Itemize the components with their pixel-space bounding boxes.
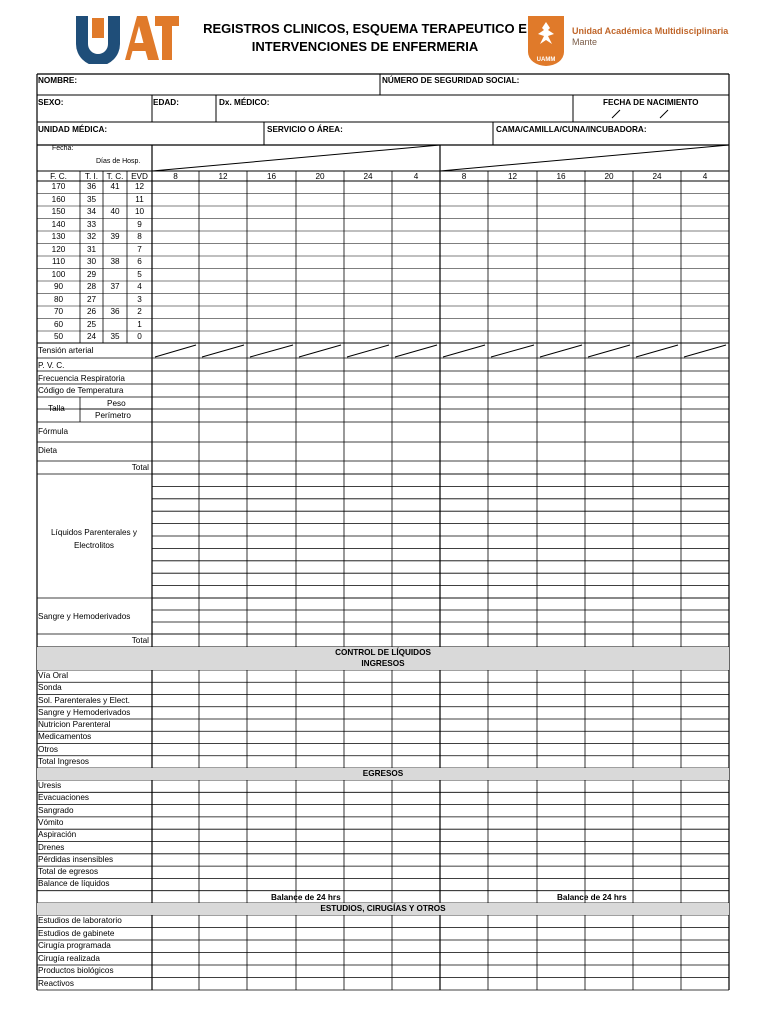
ingresos-row-label: Total Ingresos — [38, 756, 89, 766]
dx-label: Dx. MÉDICO: — [219, 98, 270, 107]
cama-label: CAMA/CAMILLA/CUNA/INCUBADORA: — [496, 125, 647, 134]
egresos-row-label: Vómito — [38, 817, 64, 827]
fecha-label: Fecha: — [52, 145, 74, 152]
uamm-logo-text: UAMM — [536, 57, 556, 63]
peso-label: Peso — [107, 399, 126, 408]
ingresos-row-label: Sonda — [38, 683, 62, 693]
uamm-name-line: Unidad Académica Multidisciplinaria — [572, 26, 729, 36]
ingresos-row-label: Nutricion Parenteral — [38, 720, 111, 729]
fecha-slash — [612, 110, 620, 118]
pvc-label: P. V. C. — [38, 361, 65, 370]
nss-label: NÚMERO DE SEGURIDAD SOCIAL: — [382, 76, 520, 85]
title-line-2: INTERVENCIONES DE ENFERMERIA — [251, 39, 479, 54]
scale-value: 90 — [53, 282, 64, 291]
scale-value: 35 — [110, 332, 120, 341]
scale-value: 170 — [51, 182, 66, 191]
egresos-row-label: Aspiración — [38, 830, 77, 840]
scale-col-header: F. C. — [50, 172, 67, 181]
scale-value: 39 — [110, 232, 120, 241]
scale-value: 31 — [86, 244, 97, 254]
sangre-label: Sangre y Hemoderivados — [38, 612, 131, 621]
formula-label: Fórmula — [38, 427, 69, 436]
scale-value: 9 — [137, 219, 142, 229]
scale-value: 8 — [137, 232, 142, 241]
scale-value: 110 — [51, 257, 66, 266]
edad-label: EDAD: — [153, 98, 179, 107]
hour-header: 12 — [218, 172, 228, 181]
scale-value: 28 — [86, 282, 97, 291]
scale-value: 12 — [134, 182, 145, 191]
scale-value: 0 — [137, 332, 142, 341]
scale-value: 60 — [53, 319, 64, 329]
scale-value: 2 — [137, 307, 142, 316]
form-title — [200, 20, 530, 56]
scale-value: 6 — [137, 257, 142, 266]
hour-header: 4 — [702, 172, 708, 181]
estudios-row-label: Reactivos — [38, 978, 74, 988]
scale-value: 150 — [51, 207, 66, 216]
scale-value: 120 — [51, 244, 66, 254]
tension-slash — [588, 345, 630, 357]
tension-slash — [684, 345, 726, 357]
tension-label: Tensión arterial — [38, 346, 94, 355]
scale-value: 38 — [110, 257, 120, 266]
hour-header: 8 — [461, 172, 467, 181]
sexo-label: SEXO: — [38, 98, 64, 107]
tension-slash — [443, 345, 485, 357]
fecha-nac-label: FECHA DE NACIMIENTO — [603, 98, 699, 107]
title-line-1: REGISTROS CLINICOS, ESQUEMA TERAPEUTICO E — [203, 21, 527, 36]
scale-value: 27 — [86, 294, 97, 304]
scale-value: 80 — [53, 294, 64, 304]
day-diag-2 — [440, 145, 729, 171]
tension-slash — [202, 345, 244, 357]
scale-value: 7 — [137, 244, 142, 254]
scale-value: 40 — [110, 207, 120, 216]
scale-col-header: T. C. — [106, 172, 124, 181]
hour-header: 24 — [652, 172, 662, 181]
perimetro-label: Perímetro — [95, 411, 131, 420]
ingresos-row-label: Medicamentos — [38, 732, 92, 742]
scale-value: 35 — [86, 194, 97, 204]
scale-value: 36 — [110, 307, 120, 316]
tension-slash — [636, 345, 678, 357]
scale-value: 160 — [51, 194, 66, 204]
scale-value: 11 — [135, 194, 144, 204]
scale-value: 36 — [86, 182, 97, 191]
tension-slash — [491, 345, 534, 357]
egresos-row-label: Drenes — [38, 842, 65, 852]
scale-value: 26 — [86, 307, 97, 316]
egresos-row-label: Evacuaciones — [38, 793, 89, 803]
egresos-row-label: Balance de líquidos — [38, 879, 110, 889]
hour-header: 16 — [556, 172, 566, 181]
estudios-title: ESTUDIOS, CIRUGÍAS Y OTROS — [320, 904, 446, 913]
uamm-name — [572, 26, 728, 48]
servicio-label: SERVICIO O ÁREA: — [267, 125, 343, 134]
fecha-slash — [660, 110, 668, 118]
estudios-row-label: Cirugía realizada — [38, 953, 100, 963]
scale-value: 33 — [86, 219, 97, 229]
liquidos-label: Líquidos Parenterales y Electrolitos — [50, 528, 138, 550]
nombre-label: NOMBRE: — [38, 76, 78, 85]
uamm-logo — [526, 14, 566, 68]
talla-label: Talla — [48, 404, 65, 413]
control-title: CONTROL DE LÍQUIDOS — [335, 648, 431, 657]
scale-col-header: T. I. — [84, 172, 99, 181]
dieta-total-label: Total — [131, 463, 149, 472]
scale-value: 100 — [51, 269, 66, 279]
tension-slash — [540, 345, 582, 357]
scale-value: 140 — [51, 219, 66, 229]
estudios-row-label: Cirugía programada — [38, 941, 111, 950]
ingresos-title: INGRESOS — [361, 659, 405, 668]
scale-value: 10 — [134, 207, 145, 216]
sangre-total-label: Total — [131, 636, 149, 645]
ingresos-row-label: Sangre y Hemoderivados — [38, 707, 131, 717]
scale-value: 34 — [86, 207, 97, 216]
estudios-row-label: Estudios de gabinete — [38, 928, 115, 938]
fr-label: Frecuencia Respiratoria — [38, 374, 125, 383]
tension-slash — [347, 345, 389, 357]
scale-value: 32 — [86, 232, 97, 241]
scale-value: 3 — [137, 294, 142, 304]
estudios-row-label: Productos biológicos — [38, 966, 114, 975]
egresos-row-label: Pérdidas insensibles — [38, 854, 114, 864]
ingresos-row-label: Otros — [38, 744, 59, 754]
egresos-row-label: Total de egresos — [38, 867, 99, 877]
hour-header: 24 — [363, 172, 373, 181]
scale-value: 70 — [53, 307, 64, 316]
scale-value: 1 — [137, 319, 142, 329]
temp-label: Código de Temperatura — [38, 386, 124, 395]
estudios-row-label: Estudios de laboratorio — [38, 916, 122, 925]
scale-value: 5 — [137, 269, 142, 279]
scale-value: 4 — [137, 282, 142, 291]
ingresos-row-label: Vía Oral — [38, 671, 69, 680]
hour-header: 20 — [315, 172, 325, 181]
tension-slash — [395, 345, 437, 357]
uat-logo — [73, 14, 181, 64]
scale-value: 37 — [110, 282, 120, 291]
scale-value: 130 — [51, 232, 66, 241]
tension-slash — [299, 345, 341, 357]
egresos-row-label: Uresis — [38, 781, 62, 790]
scale-value: 25 — [86, 319, 97, 329]
uamm-city: Mante — [572, 37, 598, 47]
day-diag-1 — [152, 145, 440, 171]
dieta-label: Dieta — [38, 446, 58, 455]
hour-header: 4 — [413, 172, 419, 181]
unidad-label: UNIDAD MÉDICA: — [38, 125, 108, 134]
tension-slash — [250, 345, 293, 357]
scale-col-header: EVD — [131, 172, 148, 181]
ingresos-row-label: Sol. Parenterales y Elect. — [38, 695, 130, 705]
egresos-title: EGRESOS — [362, 769, 404, 778]
balance24-right: Balance de 24 hrs — [557, 893, 627, 902]
egresos-row-label: Sangrado — [38, 805, 74, 815]
hour-header: 16 — [266, 172, 277, 181]
scale-value: 41 — [110, 182, 120, 191]
dias-hosp-label: Días de Hosp. — [96, 158, 141, 165]
scale-value: 24 — [86, 332, 97, 341]
balance24-left: Balance de 24 hrs — [271, 893, 341, 902]
hour-header: 12 — [507, 172, 518, 181]
scale-value: 29 — [86, 269, 97, 279]
scale-value: 50 — [53, 332, 64, 341]
scale-value: 30 — [86, 257, 97, 266]
hour-header: 8 — [173, 172, 178, 181]
hour-header: 20 — [604, 172, 614, 181]
tension-slash — [155, 345, 196, 357]
